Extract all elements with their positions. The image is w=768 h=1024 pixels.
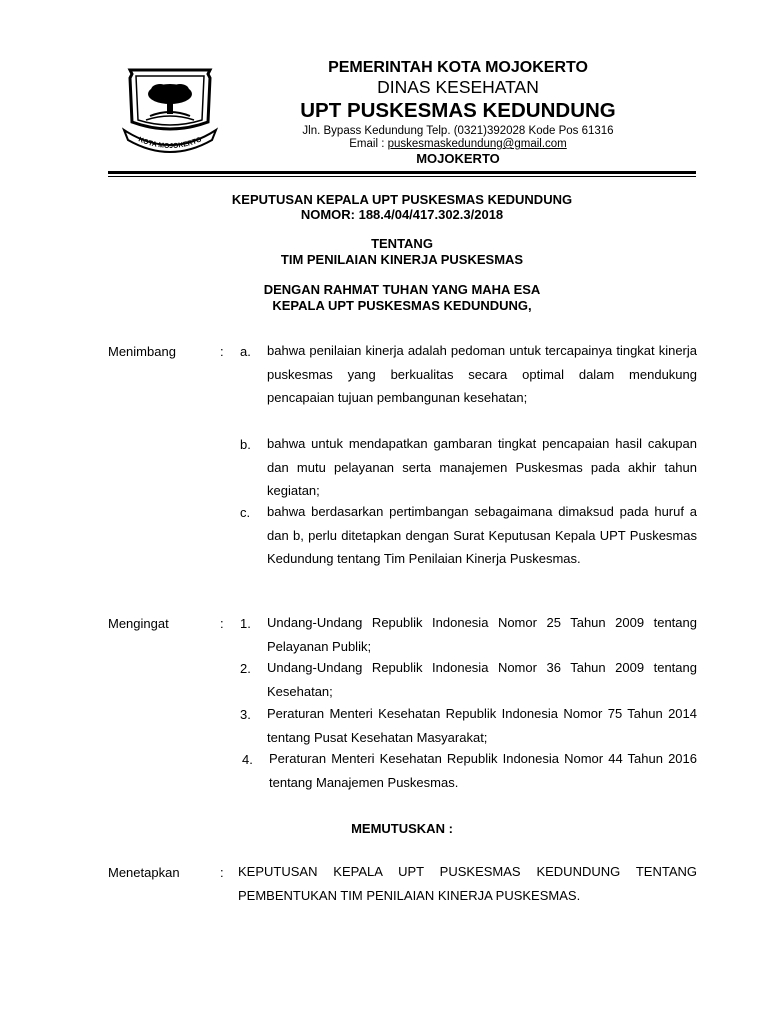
menimbang-marker-a: a. [240,344,251,359]
mengingat-marker-4: 4. [242,752,253,767]
mengingat-marker-2: 2. [240,661,251,676]
letterhead-address: Jln. Bypass Kedundung Telp. (0321)392028 Kode Pos 61316 [302,125,614,137]
mengingat-item-1: Undang-Undang Republik Indonesia Nomor 25 Tahun 2009 tentang Pelayanan Publik; [267,615,697,654]
decree-subject-block [108,236,696,268]
email-link[interactable]: puskesmaskedundung@gmail.com [387,138,567,150]
menimbang-item-b: bahwa untuk mendapatkan gambaran tingkat pencapaian hasil cakupan dan mutu pelayanan serta manajemen Puskesmas pada akhir tahun kegiatan; [267,436,697,498]
menimbang-marker-b: b. [240,437,251,452]
letterhead-department: DINAS KESEHATAN [377,77,539,97]
mengingat-marker-3: 3. [240,707,251,722]
email-label: Email : [349,138,388,150]
mengingat-marker-1: 1. [240,616,251,631]
mengingat-label: Mengingat [108,616,169,631]
menimbang-item-a: bahwa penilaian kinerja adalah pedoman untuk tercapainya tingkat kinerja puskesmas yang berkualitas secara optimal dalam mendukung pencapaian tujuan pembangunan kesehatan; [267,343,697,405]
decree-number: NOMOR: 188.4/04/417.302.3/2018 [300,207,504,222]
memutuskan-heading: MEMUTUSKAN : [351,821,453,836]
mengingat-item-3: Peraturan Menteri Kesehatan Republik Indonesia Nomor 75 Tahun 2014 tentang Pusat Kesehatan Masyarakat; [267,706,697,745]
menimbang-label: Menimbang [108,344,176,359]
decree-title-block [108,192,696,222]
menetapkan-text: KEPUTUSAN KEPALA UPT PUSKESMAS KEDUNDUNG TENTANG PEMBENTUKAN TIM PENILAIAN KINERJA PUSKESMAS. [238,864,697,903]
menimbang-item-c: bahwa berdasarkan pertimbangan sebagaimana dimaksud pada huruf a dan b, perlu ditetapkan dengan Surat Keputusan Kepala UPT Puskesmas Kedundung tentang Tim Penilaian Kinerja Puskesmas. [267,504,697,566]
blessing-line: DENGAN RAHMAT TUHAN YANG MAHA ESA [263,282,541,297]
menimbang-colon: : [220,344,224,359]
svg-text:KOTA MOJOKERTO: KOTA MOJOKERTO [137,136,203,151]
menetapkan-colon: : [220,865,224,880]
mengingat-item-4: Peraturan Menteri Kesehatan Republik Indonesia Nomor 44 Tahun 2016 tentang Manajemen Puskesmas. [269,751,697,790]
decree-subject: TIM PENILAIAN KINERJA PUSKESMAS [280,252,524,267]
header-rule-thin [108,176,696,177]
tentang-label: TENTANG [371,236,433,251]
kota-mojokerto-emblem [120,64,220,156]
menetapkan-label: Menetapkan [108,865,180,880]
header-rule-thick [108,171,696,174]
authority-line: KEPALA UPT PUSKESMAS KEDUNDUNG, [272,298,532,313]
letterhead-city: MOJOKERTO [416,151,500,166]
menimbang-marker-c: c. [240,505,251,520]
letterhead-institution: UPT PUSKESMAS KEDUNDUNG [300,99,616,122]
decree-preamble [108,282,696,314]
decree-title: KEPUTUSAN KEPALA UPT PUSKESMAS KEDUNDUNG [231,192,573,207]
letterhead-email-line [228,138,688,151]
letterhead-government: PEMERINTAH KOTA MOJOKERTO [328,59,588,76]
mengingat-colon: : [220,616,224,631]
letterhead [228,58,688,167]
mengingat-item-2: Undang-Undang Republik Indonesia Nomor 36 Tahun 2009 tentang Kesehatan; [267,660,697,699]
